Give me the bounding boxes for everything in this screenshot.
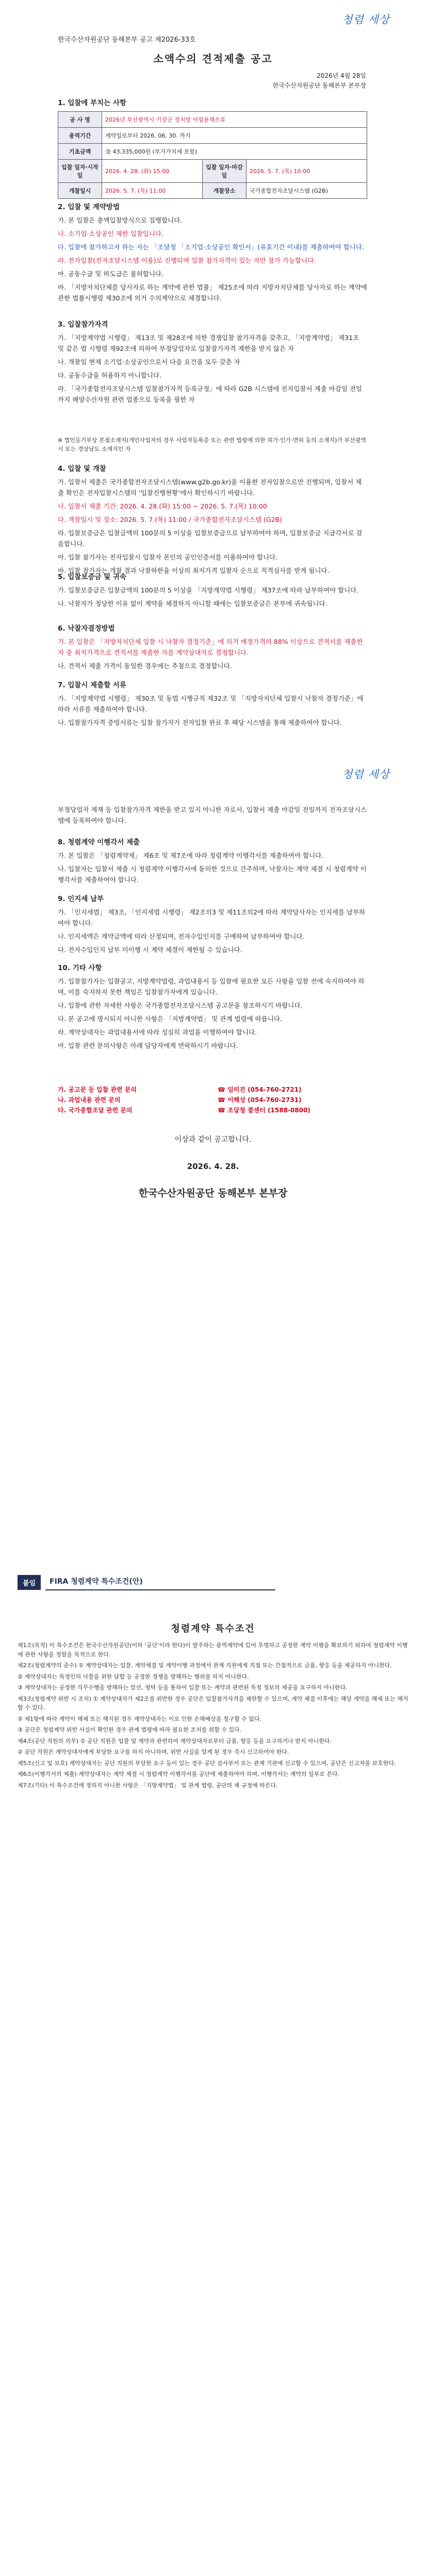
- contact-row: 다. 국가종합조달 관련 문의 ☎ 조달청 콜센터 (1588-0800): [58, 1107, 310, 1114]
- section-7-title: 7. 입찰시 제출할 서류: [58, 681, 126, 689]
- list-item: 마. 입찰 참가자는 전자입찰시 입찰자 본인의 공인인증서를 이용하여야 합니다.: [58, 553, 278, 561]
- list-item: 가. 본 입찰은 「청렴계약제」 제6조 및 제7조에 따라 청렴계약 이행각서를 제출하여야 합니다.: [58, 852, 324, 859]
- page-4-blank: [0, 2264, 426, 2576]
- section-8: [58, 837, 367, 888]
- section-6-title: 6. 낙찰자결정방법: [58, 624, 115, 633]
- bid-info-table: [58, 111, 367, 199]
- attachment-badge: 붙임: [18, 1575, 41, 1590]
- list-item: 가. 입찰보증금은 입찰금액의 100분의 5 이상을 「지방계약법 시행령」 제37조에 따라 납부하여야 합니다.: [58, 586, 359, 594]
- attachment-heading: FIRA 청렴계약 특수조건(안): [45, 1573, 275, 1590]
- issuer: 한국수산자원공단 동해본부 본부장: [272, 82, 366, 89]
- conditions-title: 청렴계약 특수조건: [171, 1623, 255, 1634]
- list-item: 제1조(목적) 이 특수조건은 한국수산자원공단(이하 ‘공단’이라 한다)이 발주하는 용역계약에 있어 투명하고 공정한 계약 이행을 확보하기 위하여 청렴계약 이행에 관한 사항을 정함을 목적으로 한다.: [18, 1642, 408, 1658]
- list-item: ③ 계약상대자는 공정한 직무수행을 방해하는 알선, 청탁 등을 통하여 입찰 또는 계약과 관련된 특정 정보의 제공을 요구하지 아니한다.: [18, 1684, 348, 1691]
- section-10-title: 10. 기타 사항: [58, 964, 102, 972]
- section-4-title: 4. 입찰 및 개찰: [58, 465, 106, 473]
- list-item: ② 계약상대자는 특정인의 낙찰을 위한 담합 등 공정한 경쟁을 방해하는 행위를 하지 아니한다.: [18, 1673, 249, 1680]
- list-item: 나. 견적서 제출 가격이 동일한 경우에는 추첨으로 결정합니다.: [58, 662, 232, 670]
- contact-row: 가. 공고문 등 입찰 관련 문의 ☎ 임미진 (054-760-2721): [58, 1086, 302, 1093]
- contact-list: [58, 1084, 367, 1115]
- list-item: ② 제1항에 따라 계약이 해제 또는 해지된 경우 계약상대자는 이로 인한 손해배상을 청구할 수 없다.: [18, 1715, 262, 1722]
- conditions-body: [18, 1641, 408, 1792]
- list-item: 제5조(신고 및 보호) 계약상대자는 공단 직원의 부당한 요구 등이 있는 경우 공단 감사부서 또는 관계 기관에 신고할 수 있으며, 공단은 신고자를 보호한다.: [18, 1759, 396, 1767]
- section-3: [58, 319, 367, 408]
- table-row: 공 사 명 2026년 부산광역시 기장군 정치망 어업용해조류: [58, 112, 367, 128]
- list-item: 라. 「국가종합전자조달시스템 입찰참가자격 등록규정」에 따라 G2B 시스템에 전자입찰서 제출 마감일 전일까지 해양수산자원 관련 업종으로 등록을 필한 자: [58, 385, 362, 403]
- list-item: 제3조(청렴계약 위반 시 조치) ① 계약상대자가 제2조를 위반한 경우 공단은 입찰참가자격을 제한할 수 있으며, 계약 체결 이후에는 해당 계약을 해제 또는 해지할 수 있다.: [18, 1695, 408, 1711]
- list-item: 가. 「인지세법」 제3조, 「인지세법 시행령」 제2조의3 및 제11조의2에 따라 계약당사자는 인지세를 납부하여야 합니다.: [58, 908, 366, 927]
- list-item: 라. 계약상대자는 과업내용서에 따라 성실히 과업을 이행하여야 합니다.: [58, 1028, 257, 1036]
- list-item: 가. 입찰참가자는 입찰공고, 지방계약법령, 과업내용서 등 입찰에 필요한 모든 사항을 입찰 전에 숙지하여야 하며, 이를 숙지하지 못한 책임은 입찰참가자에게 있습니다.: [58, 977, 365, 996]
- list-item: 나. 입찰참가자격 증빙서류는 입찰 참가자가 전자입찰 완료 후 해당 시스템을 통해 제출하여야 합니다.: [58, 719, 342, 726]
- list-item: 다. 개찰일시 및 장소: 2026. 5. 7.(목) 11:00 / 국가종합전자조달시스템 (G2B): [58, 516, 283, 523]
- section-10: [58, 963, 367, 1054]
- list-item: 가. 「지방계약법 시행령」 제13조 및 제28조에 의한 경쟁입찰 참가자격을 갖추고, 「지방계약법」 제31조 및 같은 법 시행령 제92조에 의하여 부정당업자로 입찰참가자격 제한을 받지 않은 자: [58, 334, 359, 352]
- list-item: 다. 입찰에 참가하고자 하는 자는 「조달청 「소기업·소상공인 확인서」(유효기간 이내)를 제출하여야 합니다.: [58, 243, 364, 251]
- section-4: [58, 464, 367, 579]
- page-3: [0, 1512, 426, 2264]
- list-item: 나. 소기업·소상공인 제한 입찰입니다.: [58, 230, 163, 238]
- page-1: [0, 0, 426, 755]
- section-7: [58, 680, 367, 731]
- table-row: 입찰 일자·시작일 2026. 4. 28. (화) 15:00 입찰 일자·마감일 2026. 5. 7. (목) 10:00: [58, 160, 367, 183]
- list-item: 가. 본 입찰은 총액입찰방식으로 집행합니다.: [58, 216, 183, 224]
- issue-date: 2026년 4월 28일: [317, 72, 366, 79]
- list-item: 다. 전자수입인지 납부 미이행 시 계약 체결이 제한될 수 있습니다.: [58, 946, 242, 954]
- contact-row: 나. 과업내용 관련 문의 ☎ 이해성 (054-760-2731): [58, 1096, 302, 1104]
- list-item: 라. 전자입찰(전자조달시스템 이용)로 진행되며 입찰 참가자격이 있는 자만 참가 가능합니다.: [58, 257, 316, 264]
- brand-logo: 청렴 세상: [342, 768, 390, 781]
- list-item: 제2조(청렴계약의 준수) ① 계약상대자는 입찰, 계약체결 및 계약이행 과정에서 관계 직원에게 직접 또는 간접적으로 금품, 향응 등을 제공하지 아니한다.: [18, 1662, 392, 1669]
- closing-organization: 한국수산자원공단 동해본부 본부장: [138, 1188, 288, 1199]
- list-item: 나. 개찰일 현재 소기업·소상공인으로서 다음 요건을 모두 갖춘 자: [58, 358, 240, 366]
- list-item: 제6조(이행각서의 제출) 계약상대자는 계약 체결 시 청렴계약 이행각서를 공단에 제출하여야 하며, 이행각서는 계약의 일부로 본다.: [18, 1771, 340, 1777]
- list-item: 마. 입찰 관련 문의사항은 아래 담당자에게 연락하시기 바랍니다.: [58, 1042, 238, 1049]
- section-7-continued: 부정당업자 제재 등 입찰참가자격 제한을 받고 있지 아니한 자로서, 입찰서 제출 마감일 전일까지 전자조달시스템에 등록하여야 합니다.: [58, 806, 367, 824]
- closing-date: 2026. 4. 28.: [187, 1162, 239, 1171]
- list-item: 가. 본 입찰은 「지방자치단체 입찰 시 낙찰자 결정기준」에 의거 예정가격의 88% 이상으로 견적서를 제출한 자 중 최저가격으로 견적서를 제출한 자를 계약상대자로 결정합니다.: [58, 638, 363, 656]
- section-2: [58, 202, 367, 306]
- issue-date-block: [272, 71, 366, 91]
- list-item: 다. 공동수급을 허용하지 아니합니다.: [58, 371, 161, 379]
- brand-logo: 청렴 세상: [342, 13, 390, 26]
- list-item: 나. 입찰자는 입찰서 제출 시 청렴계약 이행각서에 동의한 것으로 간주하며, 낙찰자는 계약 체결 시 청렴계약 이행각서를 제출하여야 합니다.: [58, 865, 367, 884]
- section-2-title: 2. 입찰 및 계약방법: [58, 203, 120, 211]
- section-1: [58, 98, 367, 111]
- list-item: 바. 「지방자치단체를 당사자로 하는 계약에 관한 법률」 제25조에 따라 지방자치단체를 당사자로 하는 계약에 관한 법률시행령 제30조에 의거 수의계약으로 체결합니다.: [58, 283, 367, 302]
- table-row: 용역기간 계약일로부터 2026. 06. 30. 까지: [58, 128, 367, 144]
- closing-statement: 이상과 같이 공고합니다.: [174, 1136, 252, 1144]
- document-number: 한국수산자원공단 동해본부 공고 제2026-33호: [58, 36, 196, 44]
- section-3-title: 3. 입찰참가자격: [58, 320, 108, 329]
- section-9: [58, 894, 367, 958]
- list-item: 가. 「지방계약법 시행령」 제30조 및 동법 시행규칙 제32조 및 「지방자치단체 입찰시 낙찰자 결정기준」에 따라 서류를 제출하여야 합니다.: [58, 694, 364, 713]
- table-row: 기초금액 金 43,335,000원 (부가가치세 포함): [58, 144, 367, 160]
- list-item: 라. 입찰보증금은 입찰금액의 100분의 5 이상을 입찰보증금으로 납부하여야 하며, 입찰보증금 지급각서로 갈음합니다.: [58, 529, 363, 548]
- list-item: ③ 공단은 청렴계약 위반 사실이 확인된 경우 관계 법령에 따라 필요한 조치를 취할 수 있다.: [18, 1726, 242, 1733]
- list-item: 나. 낙찰자가 정당한 이유 없이 계약을 체결하지 아니할 때에는 입찰보증금은 본부에 귀속됩니다.: [58, 600, 327, 607]
- list-item: 나. 입찰서 제출 기간: 2026. 4. 28.(화) 15:00 ~ 2026. 5. 7.(목) 10:00: [58, 502, 267, 510]
- list-item: 다. 본 공고에 명시되지 아니한 사항은 「지방계약법」 및 관계 법령에 따릅니다.: [58, 1015, 282, 1023]
- page-2: [0, 755, 426, 1512]
- page-title: 소액수의 견적제출 공고: [153, 53, 273, 65]
- list-item: ② 공단 직원은 계약상대자에게 부당한 요구를 하지 아니하며, 위반 사실을 알게 된 경우 즉시 신고하여야 한다.: [18, 1749, 289, 1755]
- list-item: 나. 입찰에 관한 자세한 사항은 국가종합전자조달시스템 공고문을 참조하시기 바랍니다.: [58, 1002, 303, 1009]
- section-6: [58, 623, 367, 674]
- residency-note: ※ 법인등기부상 본점소재지(개인사업자의 경우 사업자등록증 또는 관련 법령에 의한 허가·인가·면허 등의 소재지)가 부산광역시 또는 경상남도 소재지인 자: [58, 437, 367, 452]
- table-row: 개찰일시 2026. 5. 7. (목) 11:00 개찰장소 국가종합전자조달시스템 (G2B): [58, 183, 367, 199]
- list-item: 가. 입찰서 제출은 국가종합전자조달시스템(www.g2b.go.kr)을 이용한 전자입찰으로만 진행되며, 입찰서 제출 확인은 전자입찰시스템의 ‘입찰진행현황’에서 확인하시기 바랍니다.: [58, 478, 362, 497]
- list-item: 제7조(기타) 이 특수조건에 정하지 아니한 사항은 「지방계약법」 및 관계 법령, 공단의 제 규정에 따른다.: [18, 1782, 278, 1789]
- list-item: 나. 인지세액은 계약금액에 따라 산정되며, 전자수입인지를 구매하여 납부하여야 합니다.: [58, 933, 305, 940]
- list-item: 마. 공동수급 및 하도급은 불허합니다.: [58, 270, 163, 278]
- section-8-title: 8. 청렴계약 이행각서 제출: [58, 838, 140, 846]
- list-item: 바. 입찰 참가자는 개찰 결과 낙찰하한율 이상의 최저가격 입찰자 순으로 적격심사를 받게 됩니다.: [58, 567, 330, 574]
- section-9-title: 9. 인지세 납부: [58, 895, 104, 903]
- section-5: [58, 572, 367, 612]
- list-item: 제4조(공단 직원의 의무) ① 공단 직원은 입찰 및 계약과 관련하여 계약상대자로부터 금품, 향응 등을 요구하거나 받지 아니한다.: [18, 1737, 332, 1744]
- section-1-title: 1. 입찰에 부치는 사항: [58, 99, 126, 107]
- section-5-title: 5. 입찰보증금 및 귀속: [58, 573, 126, 581]
